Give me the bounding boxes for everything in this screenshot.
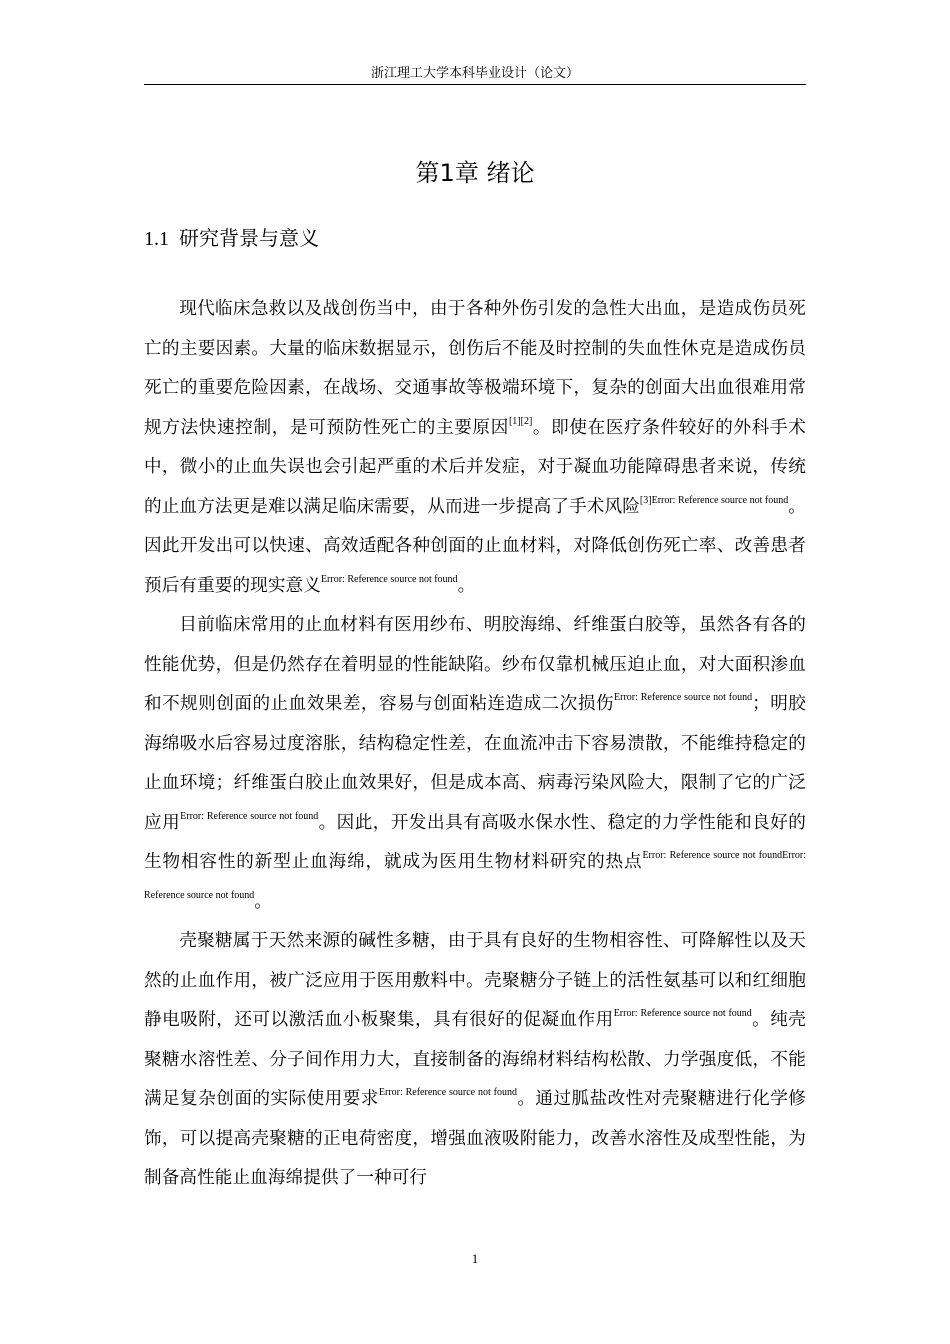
- citation: Error: Reference source not found: [614, 692, 753, 703]
- section-number: 1.1: [144, 228, 169, 250]
- citation: Error: Reference source not found: [378, 1087, 517, 1098]
- paragraph-text: 。: [254, 891, 272, 912]
- paragraph: [144, 606, 806, 922]
- body-text: [144, 290, 806, 1199]
- citation: Error: Reference source not found: [180, 810, 319, 822]
- paragraph-text: 。纯壳聚糖水溶性差、分子间作用力大，直接制备的海绵材料结构松散、力学强度低，不能满足复杂创面的实际使用要求: [144, 1010, 806, 1109]
- paragraph-text: 。即使在医疗条件较好的外科手术中，微小的止血失误也会引起严重的术后并发症，对于凝血功能障碍患者来说，传统的止血方法更是难以满足临床需要，从而进一步提高了手术风险: [144, 417, 806, 517]
- paragraph-text: 目前临床常用的止血材料有医用纱布、明胶海绵、纤维蛋白胶等，虽然各有各的性能优势，但是仍然存在着明显的性能缺陷。纱布仅靠机械压迫止血，对大面积渗血和不规则创面的止血效果差，容易与创面粘连造成二次损伤: [144, 615, 806, 714]
- citation: [3]Error: Reference source not found: [639, 494, 789, 506]
- citation: [1][2]: [508, 415, 533, 427]
- paragraph-text: 。因此，开发出具有高吸水保水性、稳定的力学性能和良好的生物相容性的新型止血海绵，就成为医用生物材料研究的热点: [144, 812, 807, 872]
- paragraph-text: 。通过胍盐改性对壳聚糖进行化学修饰，可以提高壳聚糖的正电荷密度，增强血液吸附能力，改善水溶性及成型性能，为制备高性能止血海绵提供了一种可行: [144, 1089, 806, 1188]
- citation: Error: Reference source not found: [320, 573, 458, 585]
- citation: Error: Reference source not found: [613, 1008, 752, 1019]
- running-header: 浙江理工大学本科毕业设计（论文）: [370, 66, 579, 81]
- section-title: 研究背景与意义: [179, 226, 319, 250]
- citation: Error: Reference source not foundError: Reference source not found: [144, 850, 807, 901]
- page-number: 1: [471, 1251, 479, 1266]
- paragraph-text: 现代临床急救以及战创伤当中，由于各种外伤引发的急性大出血，是造成伤员死亡的主要因素。大量的临床数据显示，创伤后不能及时控制的失血性休克是造成伤员死亡的重要危险因素，在战场、交通事故等极端环境下，复杂的创面大出血很难用常规方法快速控制，是可预防性死亡的主要原因: [144, 299, 806, 438]
- paragraph-text: 。: [457, 575, 476, 596]
- chapter-title: 第1章 绪论: [415, 159, 535, 188]
- section-heading: [144, 224, 319, 253]
- paragraph-text: 壳聚糖属于天然来源的碱性多糖，由于具有良好的生物相容性、可降解性以及天然的止血作用，被广泛应用于医用敷料中。壳聚糖分子链上的活性氨基可以和红细胞静电吸附，还可以激活血小板聚集，具有很好的促凝血作用: [144, 931, 806, 1030]
- paragraph: [144, 290, 806, 606]
- paragraph-text: ；明胶海绵吸水后容易过度溶胀，结构稳定性差，在血流冲击下容易溃散，不能维持稳定的止血环境；纤维蛋白胶止血效果好，但是成本高、病毒污染风险大，限制了它的广泛应用: [144, 694, 806, 833]
- paragraph-text: 。因此开发出可以快速、高效适配各种创面的止血材料，对降低创伤死亡率、改善患者预后有重要的现实意义: [144, 496, 806, 596]
- header-rule: [144, 84, 806, 85]
- paragraph: [144, 922, 806, 1199]
